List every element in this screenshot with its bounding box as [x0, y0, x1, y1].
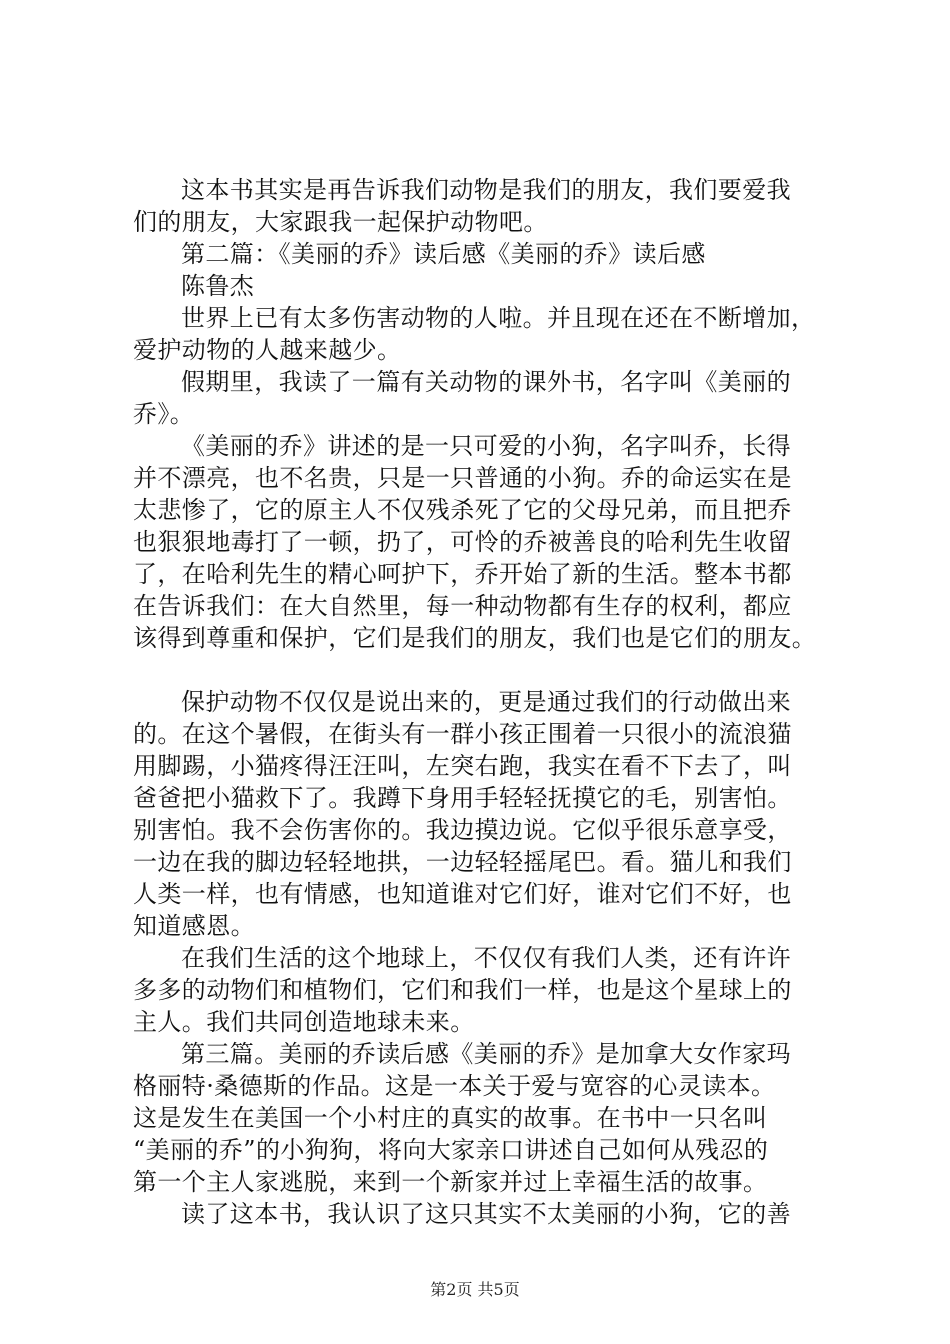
text-line: 也狠狠地毒打了一顿，扔了，可怜的乔被善良的哈利先生收留: [133, 528, 792, 556]
author-name: 陈鲁杰: [181, 272, 255, 300]
text-line: 用脚踢，小猫疼得汪汪叫，左突右跑，我实在看不下去了，叫: [133, 752, 792, 780]
section-heading: 第三篇。美丽的乔读后感《美丽的乔》是加拿大女作家玛: [181, 1040, 791, 1068]
text-line: 世界上已有太多伤害动物的人啦。并且现在还在不断增加，: [181, 304, 816, 332]
document-body: [133, 174, 853, 1230]
text-line: 了，在哈利先生的精心呵护下，乔开始了新的生活。整本书都: [133, 560, 792, 588]
text-line: 别害怕。我不会伤害你的。我边摸边说。它似乎很乐意享受，: [133, 816, 792, 844]
blank-line: [133, 654, 853, 686]
text-line: 《美丽的乔》讲述的是一只可爱的小狗，名字叫乔，长得: [181, 432, 791, 460]
text-line: 保护动物不仅仅是说出来的，更是通过我们的行动做出来: [181, 688, 791, 716]
text-line: 知道感恩。: [133, 912, 255, 940]
text-line: “美丽的乔”的小狗狗，将向大家亲口讲述自己如何从残忍的: [133, 1136, 769, 1164]
text-line: 人类一样，也有情感，也知道谁对它们好，谁对它们不好，也: [133, 880, 792, 908]
text-line: 这是发生在美国一个小村庄的真实的故事。在书中一只名叫: [133, 1104, 768, 1132]
text-line: 爸爸把小猫救下了。我蹲下身用手轻轻抚摸它的毛，别害怕。: [133, 784, 792, 812]
text-line: 这本书其实是再告诉我们动物是我们的朋友，我们要爱我: [181, 176, 791, 204]
text-line: 乔》。: [133, 400, 195, 428]
text-line: 第一个主人家逃脱，来到一个新家并过上幸福生活的故事。: [133, 1168, 768, 1196]
text-line: 爱护动物的人越来越少。: [133, 336, 402, 364]
page-number-footer: 第2页 共5页: [430, 1280, 520, 1299]
text-line: 假期里，我读了一篇有关动物的课外书，名字叫《美丽的: [181, 368, 791, 396]
text-line: 格丽特·桑德斯的作品。这是一本关于爱与宽容的心灵读本。: [133, 1072, 776, 1100]
text-line: 一边在我的脚边轻轻地拱，一边轻轻摇尾巴。看。猫儿和我们: [133, 848, 792, 876]
text-line: 该得到尊重和保护，它们是我们的朋友，我们也是它们的朋友。: [133, 624, 817, 652]
text-line: 在告诉我们：在大自然里，每一种动物都有生存的权利，都应: [133, 592, 792, 620]
text-line: 们的朋友，大家跟我一起保护动物吧。: [133, 208, 548, 236]
text-line: 多多的动物们和植物们，它们和我们一样，也是这个星球上的: [133, 976, 792, 1004]
text-line: 太悲惨了，它的原主人不仅残杀死了它的父母兄弟，而且把乔: [133, 496, 792, 524]
section-heading: 第二篇：《美丽的乔》读后感《美丽的乔》读后感: [181, 240, 706, 268]
text-line: 在我们生活的这个地球上，不仅仅有我们人类，还有许许: [181, 944, 791, 972]
text-line: 的。在这个暑假，在街头有一群小孩正围着一只很小的流浪猫: [133, 720, 792, 748]
text-line: 并不漂亮，也不名贵，只是一只普通的小狗。乔的命运实在是: [133, 464, 792, 492]
text-line: 读了这本书，我认识了这只其实不太美丽的小狗，它的善: [181, 1200, 791, 1228]
text-line: 主人。我们共同创造地球未来。: [133, 1008, 475, 1036]
